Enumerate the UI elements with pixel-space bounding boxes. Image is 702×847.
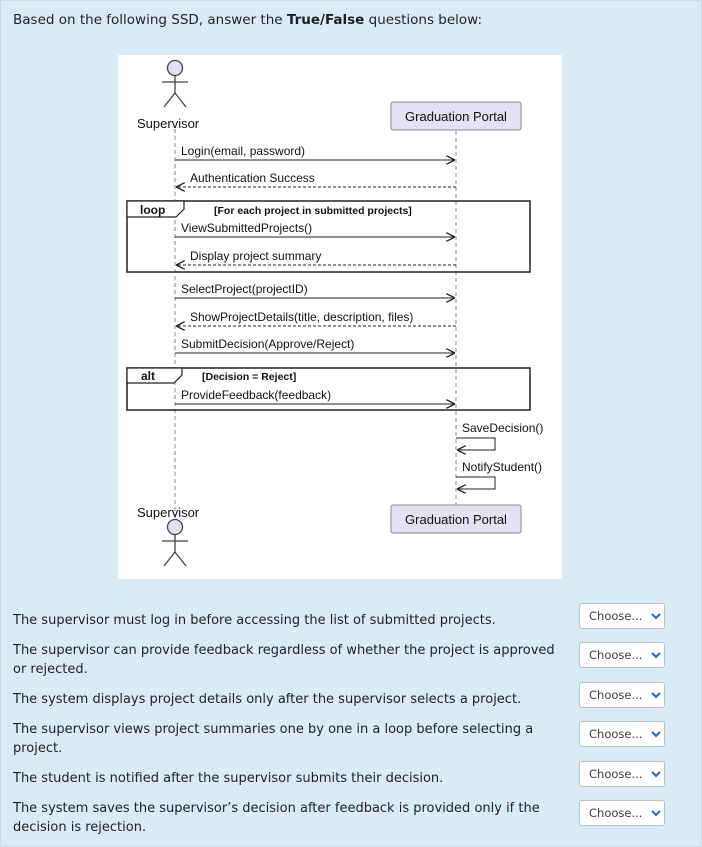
question-intro bbox=[13, 12, 482, 28]
question-1-select[interactable] bbox=[579, 603, 665, 629]
alt-guard: [Decision = Reject] bbox=[202, 371, 297, 383]
chevron-down-icon bbox=[651, 771, 661, 778]
loop-guard: [For each project in submitted projects] bbox=[214, 205, 412, 217]
chevron-down-icon bbox=[651, 810, 661, 817]
question-4-select-value: Choose... bbox=[589, 727, 643, 741]
question-6-text: The system saves the supervisor’s decision after feedback is provided only if the decision is rejection. bbox=[13, 801, 540, 835]
msg-submit: SubmitDecision(Approve/Reject) bbox=[181, 337, 355, 351]
alt-label: alt bbox=[141, 369, 156, 383]
intro-suffix: questions below: bbox=[364, 12, 483, 28]
msg-login: Login(email, password) bbox=[181, 144, 306, 158]
graduation-portal-label-bottom: Graduation Portal bbox=[405, 512, 507, 527]
chevron-down-icon bbox=[651, 652, 661, 659]
question-2-select[interactable] bbox=[579, 642, 665, 668]
question-2-text: The supervisor can provide feedback regardless of whether the project is approved or rejected. bbox=[13, 643, 555, 677]
arrow-notify bbox=[456, 477, 495, 489]
msg-view: ViewSubmittedProjects() bbox=[181, 221, 313, 235]
supervisor-label-top: Supervisor bbox=[137, 116, 200, 131]
question-3-select[interactable] bbox=[579, 682, 665, 708]
msg-feedback: ProvideFeedback(feedback) bbox=[181, 388, 332, 402]
supervisor-label-bottom: Supervisor bbox=[137, 505, 200, 520]
question-3-select-value: Choose... bbox=[589, 688, 643, 702]
graduation-portal-label-top: Graduation Portal bbox=[405, 109, 507, 124]
msg-select: SelectProject(projectID) bbox=[181, 282, 308, 296]
question-1-text: The supervisor must log in before accessing the list of submitted projects. bbox=[13, 613, 496, 628]
loop-label: loop bbox=[140, 203, 166, 217]
question-2-select-value: Choose... bbox=[589, 648, 643, 662]
supervisor-actor-bottom-icon bbox=[162, 520, 188, 567]
question-5-select-value: Choose... bbox=[589, 767, 643, 781]
question-5-select[interactable] bbox=[579, 761, 665, 787]
supervisor-actor-top-icon bbox=[162, 61, 188, 108]
msg-save: SaveDecision() bbox=[462, 421, 544, 435]
question-5-text: The student is notified after the supervisor submits their decision. bbox=[13, 771, 444, 786]
question-6-select-value: Choose... bbox=[589, 806, 643, 820]
intro-prefix: Based on the following SSD, answer the bbox=[13, 12, 287, 28]
chevron-down-icon bbox=[651, 613, 661, 620]
question-1-select-value: Choose... bbox=[589, 609, 643, 623]
question-6-select[interactable] bbox=[579, 800, 665, 826]
msg-auth: Authentication Success bbox=[190, 171, 315, 185]
intro-emphasis: True/False bbox=[286, 12, 365, 28]
msg-notify: NotifyStudent() bbox=[462, 460, 543, 474]
chevron-down-icon bbox=[651, 731, 661, 738]
question-4-select[interactable] bbox=[579, 721, 665, 747]
msg-display: Display project summary bbox=[190, 249, 322, 263]
msg-show: ShowProjectDetails(title, description, files) bbox=[190, 310, 414, 324]
sequence-diagram bbox=[118, 55, 562, 579]
question-3-text: The system displays project details only after the supervisor selects a project. bbox=[13, 692, 522, 707]
chevron-down-icon bbox=[651, 692, 661, 699]
question-4-text: The supervisor views project summaries one by one in a loop before selecting a project. bbox=[13, 722, 534, 756]
arrow-save bbox=[456, 438, 495, 450]
